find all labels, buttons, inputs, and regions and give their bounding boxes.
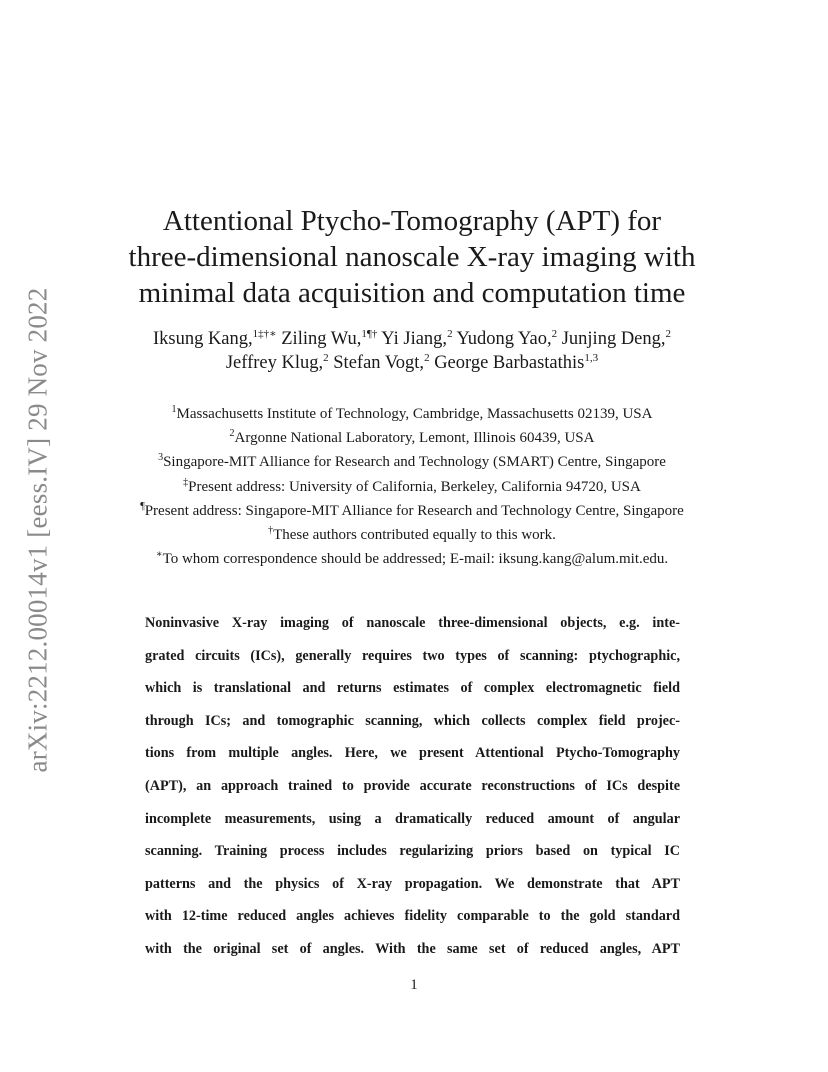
affiliation-text: Massachusetts Institute of Technology, Cambridge, Massachusetts 02139, USA xyxy=(176,406,653,422)
affiliation-mark: ‡ xyxy=(183,476,189,488)
title-line: minimal data acquisition and computation time xyxy=(138,277,686,309)
abstract-line: scanning. Training process includes regularizing priors based on typical IC xyxy=(145,843,680,860)
affiliation-text: Argonne National Laboratory, Lemont, Illinois 60439, USA xyxy=(234,430,595,447)
affiliation-list xyxy=(80,402,744,571)
affiliation-text: Singapore-MIT Alliance for Research and Technology (SMART) Centre, Singapore xyxy=(163,454,666,471)
author-line xyxy=(80,351,744,375)
abstract xyxy=(145,607,680,966)
author-affiliation-mark: 2 xyxy=(424,352,430,364)
author-affiliation-mark: 1,3 xyxy=(584,352,599,364)
author-affiliation-mark: 1‡†∗ xyxy=(252,328,277,340)
author-name: Jeffrey Klug, xyxy=(225,353,324,373)
affiliation-line xyxy=(80,402,744,426)
author-name: Ziling Wu, xyxy=(276,329,362,349)
author-name: Junjing Deng, xyxy=(557,329,666,349)
affiliation-line xyxy=(80,475,744,499)
affiliation-mark: † xyxy=(268,525,274,537)
paper-title xyxy=(80,203,744,311)
abstract-line: grated circuits (ICs), generally requires two types of scanning: ptychographic, xyxy=(145,647,680,664)
author-name: George Barbastathis xyxy=(429,353,585,373)
author-affiliation-mark: 2 xyxy=(447,328,453,340)
author-affiliation-mark: 2 xyxy=(323,352,329,364)
affiliation-line xyxy=(80,426,744,450)
author-name: Yudong Yao, xyxy=(452,329,552,349)
affiliation-text: Present address: Singapore-MIT Alliance for Research and Technology Centre, Singapore xyxy=(144,502,684,519)
abstract-line: with the original set of angles. With the same set of reduced angles, APT xyxy=(145,940,680,957)
abstract-line: through ICs; and tomographic scanning, which collects complex field projec- xyxy=(145,712,680,729)
abstract-line: tions from multiple angles. Here, we present Attentional Ptycho-Tomography xyxy=(145,745,680,762)
author-name: Stefan Vogt, xyxy=(328,353,425,373)
affiliation-line xyxy=(80,499,744,523)
affiliation-mark: 1 xyxy=(171,404,177,415)
affiliation-mark: 2 xyxy=(229,428,235,440)
affiliation-mark: ¶ xyxy=(140,500,145,512)
affiliation-mark: 3 xyxy=(158,452,164,464)
author-name: Yi Jiang, xyxy=(377,329,448,349)
affiliation-line xyxy=(80,450,744,474)
author-line xyxy=(80,327,744,351)
affiliation-text: These authors contributed equally to this work. xyxy=(273,527,556,544)
author-affiliation-mark: 2 xyxy=(551,328,558,340)
author-list xyxy=(80,327,744,375)
abstract-line: patterns and the physics of X-ray propagation. We demonstrate that APT xyxy=(145,875,680,892)
abstract-line: Noninvasive X-ray imaging of nanoscale three-dimensional objects, e.g. inte- xyxy=(145,615,680,631)
affiliation-text: To whom correspondence should be addressed; E-mail: iksung.kang@alum.mit.edu. xyxy=(162,551,669,568)
arxiv-sidebar-stamp xyxy=(18,280,58,780)
abstract-line: which is translational and returns estimates of complex electromagnetic field xyxy=(145,680,680,697)
author-name: Iksung Kang, xyxy=(152,329,253,349)
author-affiliation-mark: 2 xyxy=(665,328,672,340)
affiliation-text: Present address: University of California, Berkeley, California 94720, USA xyxy=(188,478,641,495)
affiliation-mark: ∗ xyxy=(155,549,163,561)
title-line: three-dimensional nanoscale X-ray imaging with xyxy=(128,241,696,273)
abstract-line: (APT), an approach trained to provide accurate reconstructions of ICs despite xyxy=(145,777,680,794)
title-line: Attentional Ptycho-Tomography (APT) for xyxy=(162,205,662,237)
abstract-line: with 12-time reduced angles achieves fidelity comparable to the gold standard xyxy=(145,908,680,925)
affiliation-line xyxy=(80,523,744,547)
author-affiliation-mark: 1¶† xyxy=(361,328,378,340)
affiliation-line xyxy=(80,547,744,571)
arxiv-identifier: arXiv:2212.00014v1 [eess.IV] 29 Nov 2022 xyxy=(22,287,53,773)
page-number: 1 xyxy=(410,977,418,993)
abstract-line: incomplete measurements, using a dramatically reduced amount of angular xyxy=(145,810,680,827)
